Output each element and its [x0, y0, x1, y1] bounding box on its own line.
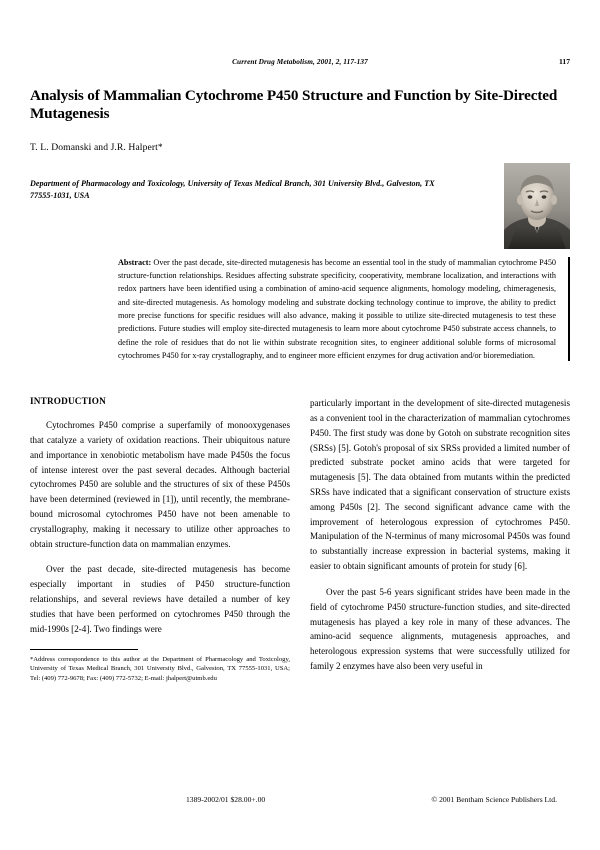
journal-citation: Current Drug Metabolism, 2001, 2, 117-137	[232, 57, 368, 66]
abstract-label: Abstract:	[118, 257, 152, 267]
copyright-notice: © 2001 Bentham Science Publishers Ltd.	[431, 795, 557, 804]
running-head	[30, 55, 570, 69]
section-heading-introduction: INTRODUCTION	[30, 396, 106, 407]
paragraph: Cytochromes P450 comprise a superfamily of monooxygenases that catalyze a variety of oxidation reactions. Their ubiquitous nature and importance in xenobiotic metabolism have made P450s the focus of intense interest over the past several decades. Although bacterial cytochromes P450 are soluble and the structures of six of these P450s have been determined (reviewed in [1]), until recently, the membrane-bound microsomal cytochromes P450 have not been amenable to crystallography, making it necessary to utilize other approaches to obtain structure-function data on mammalian enzymes.	[30, 420, 290, 549]
article-title: Analysis of Mammalian Cytochrome P450 Structure and Function by Site-Directed Mutagenesis	[30, 87, 558, 122]
abstract-text	[118, 256, 570, 362]
page-footer	[30, 795, 570, 807]
paragraph: Over the past 5-6 years significant strides have been made in the field of cytochrome P450 structure-function studies, and site-directed mutagenesis has played a key role in many of these advances. The amino-acid sequence alignments, mutagenesis approaches, and heterologous expression systems that were successfully utilized for family 2 enzymes have also been very useful in	[310, 586, 570, 671]
author-affiliation: Department of Pharmacology and Toxicology, University of Texas Medical Branch, 301 University Blvd., Galveston, TX 77555-1031, USA	[30, 178, 435, 201]
body-columns	[30, 396, 570, 685]
page-number: 117	[559, 57, 570, 66]
footnote-rule	[30, 649, 138, 650]
author-portrait-photo	[504, 163, 570, 249]
affiliation-row	[30, 178, 570, 242]
right-column	[310, 396, 570, 685]
correspondence-footnote: *Address correspondence to this author at the Department of Pharmacology and Toxicology, University of Texas Medical Branch, 301 University Blvd., Galveston, TX 77555-1031, USA; Tel: (409) 772-9678; Fax: (409) 772-5732; E-mail: jhalpert@utmb.edu	[30, 655, 290, 683]
paragraph: Over the past decade, site-directed mutagenesis has become especially important in studies of P450 structure-function relationships, and several reviews have detailed a number of key studies that have been performed on cytochromes P450 through the mid-1990s [2-4]. Two findings were	[30, 564, 290, 634]
paragraph: particularly important in the development of site-directed mutagenesis as a convenient tool in the characterization of mammalian cytochromes P450. The first study was done by Gotoh on substrate recognition sites (SRSs) [5]. Gotoh's proposal of six SRSs provided a limited number of predicted substrate pocket amino acids that were targeted for mutagenesis [5]. The data obtained from mutants within the predicted SRSs have indicated that a significant conservation of structure exists among P450s [2]. The second significant advance came with the improvement of heterologous expression of cytochromes P450. Manipulation of the N-terminus of many microsomal P450s was found to substantially increase expression in bacterial systems, making it easier to obtain significant amounts of protein for study [6].	[310, 398, 570, 572]
issn-price: 1389-2002/01 $28.00+.00	[186, 795, 266, 804]
page-content	[30, 55, 570, 755]
abstract-body: Over the past decade, site-directed mutagenesis has become an essential tool in the study of mammalian cytochrome P450 structure-function relationships. Residues affecting substrate specificity, cooperativity, membrane localization, and interactions with redox partners have been identified using a combination of amino-acid sequence alignments, homology modeling, chimeragenesis, and site-directed mutagenesis. As homology modeling and substrate docking technology continue to improve, the ability to predict more precise functions for specific residues will also advance, making it possible to utilize site-directed mutagenesis to test these predictions. Future studies will employ site-directed mutagenesis to learn more about cytochrome P450 substrate access channels, to define the role of residues that do not lie within substrate recognition sites, to engineer additional soluble forms of microsomal cytochromes P450 for x-ray crystallography, and to engineer more efficient enzymes for drug activation and/or bioremediation.	[118, 257, 557, 360]
portrait-image	[504, 163, 570, 249]
author-list: T. L. Domanski and J.R. Halpert*	[30, 141, 163, 153]
abstract-right-rule	[568, 257, 570, 361]
left-column	[30, 396, 290, 685]
abstract-section	[118, 256, 570, 362]
